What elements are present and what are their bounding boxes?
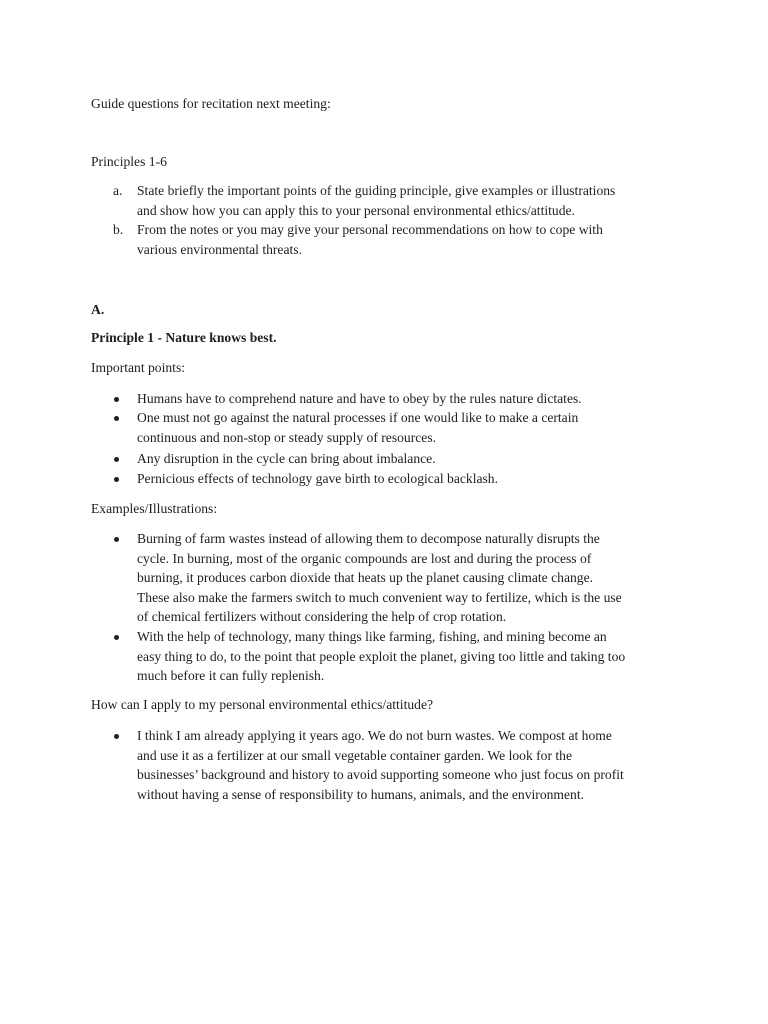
list-item-line: Pernicious effects of technology gave birth to ecological backlash. [137, 471, 498, 486]
bullet-icon [114, 477, 119, 482]
bullet-icon [114, 734, 119, 739]
bullet-icon [114, 537, 119, 542]
guide-item-a [113, 181, 713, 220]
list-item-line: and use it as a fertilizer at our small vegetable container garden. We look for the [137, 747, 572, 763]
list-item [113, 627, 713, 686]
list-item-line: Humans have to comprehend nature and have to obey by the rules nature dictates. [137, 391, 582, 406]
guide-item-b [113, 220, 713, 259]
list-item-line: much before it can fully replenish. [137, 668, 325, 683]
bullet-icon [114, 397, 119, 402]
principles-range-label: Principles 1-6 [91, 154, 167, 169]
list-item [113, 408, 713, 447]
list-item-line: Any disruption in the cycle can bring about imbalance. [137, 451, 436, 466]
list-item-line: of chemical fertilizers without considering the help of crop rotation. [137, 609, 507, 624]
list-item [113, 529, 713, 627]
list-item-line: cycle. In burning, most of the organic compounds are lost and during the process of [137, 550, 592, 566]
list-item-line: burning, it produces carbon dioxide that heats up the planet causing climate change. [137, 570, 594, 585]
list-marker: a. [113, 183, 123, 198]
list-item [113, 726, 713, 804]
principle-title: Principle 1 - Nature knows best. [91, 330, 277, 345]
document-heading: Guide questions for recitation next meeting: [91, 96, 331, 111]
list-item-line: I think I am already applying it years ago. We do not burn wastes. We compost at home [137, 728, 612, 743]
list-item [113, 389, 713, 409]
important-points-label: Important points: [91, 360, 186, 375]
list-item-line: These also make the farmers switch to much convenient way to fertilize, which is the use [137, 589, 622, 605]
guide-item-line: From the notes or you may give your personal recommendations on how to cope with [137, 222, 603, 237]
bullet-icon [114, 635, 119, 640]
section-letter: A. [91, 302, 105, 317]
guide-item-line: and show how you can apply this to your personal environmental ethics/attitude. [137, 202, 575, 218]
list-marker: b. [113, 222, 124, 237]
guide-item-line: various environmental threats. [137, 241, 302, 257]
list-item-line: without having a sense of responsibility to humans, animals, and the environment. [137, 786, 585, 802]
list-item-line: One must not go against the natural processes if one would like to make a certain [137, 410, 579, 425]
bullet-icon [114, 416, 119, 421]
list-item [113, 449, 713, 469]
list-item-line: Burning of farm wastes instead of allowing them to decompose naturally disrupts the [137, 531, 600, 546]
list-item-line: With the help of technology, many things like farming, fishing, and mining become an [137, 629, 607, 644]
list-item-line: easy thing to do, to the point that people exploit the planet, giving too little and taking too [137, 648, 626, 664]
list-item-line: continuous and non-stop or steady supply of resources. [137, 429, 437, 445]
list-item [113, 469, 713, 489]
bullet-icon [114, 457, 119, 462]
guide-item-line: State briefly the important points of the guiding principle, give examples or illustrations [137, 183, 616, 198]
list-item-line: businesses’ background and history to avoid supporting someone who just focus on profit [137, 767, 624, 782]
examples-label: Examples/Illustrations: [91, 501, 218, 516]
apply-question: How can I apply to my personal environmental ethics/attitude? [91, 697, 434, 712]
